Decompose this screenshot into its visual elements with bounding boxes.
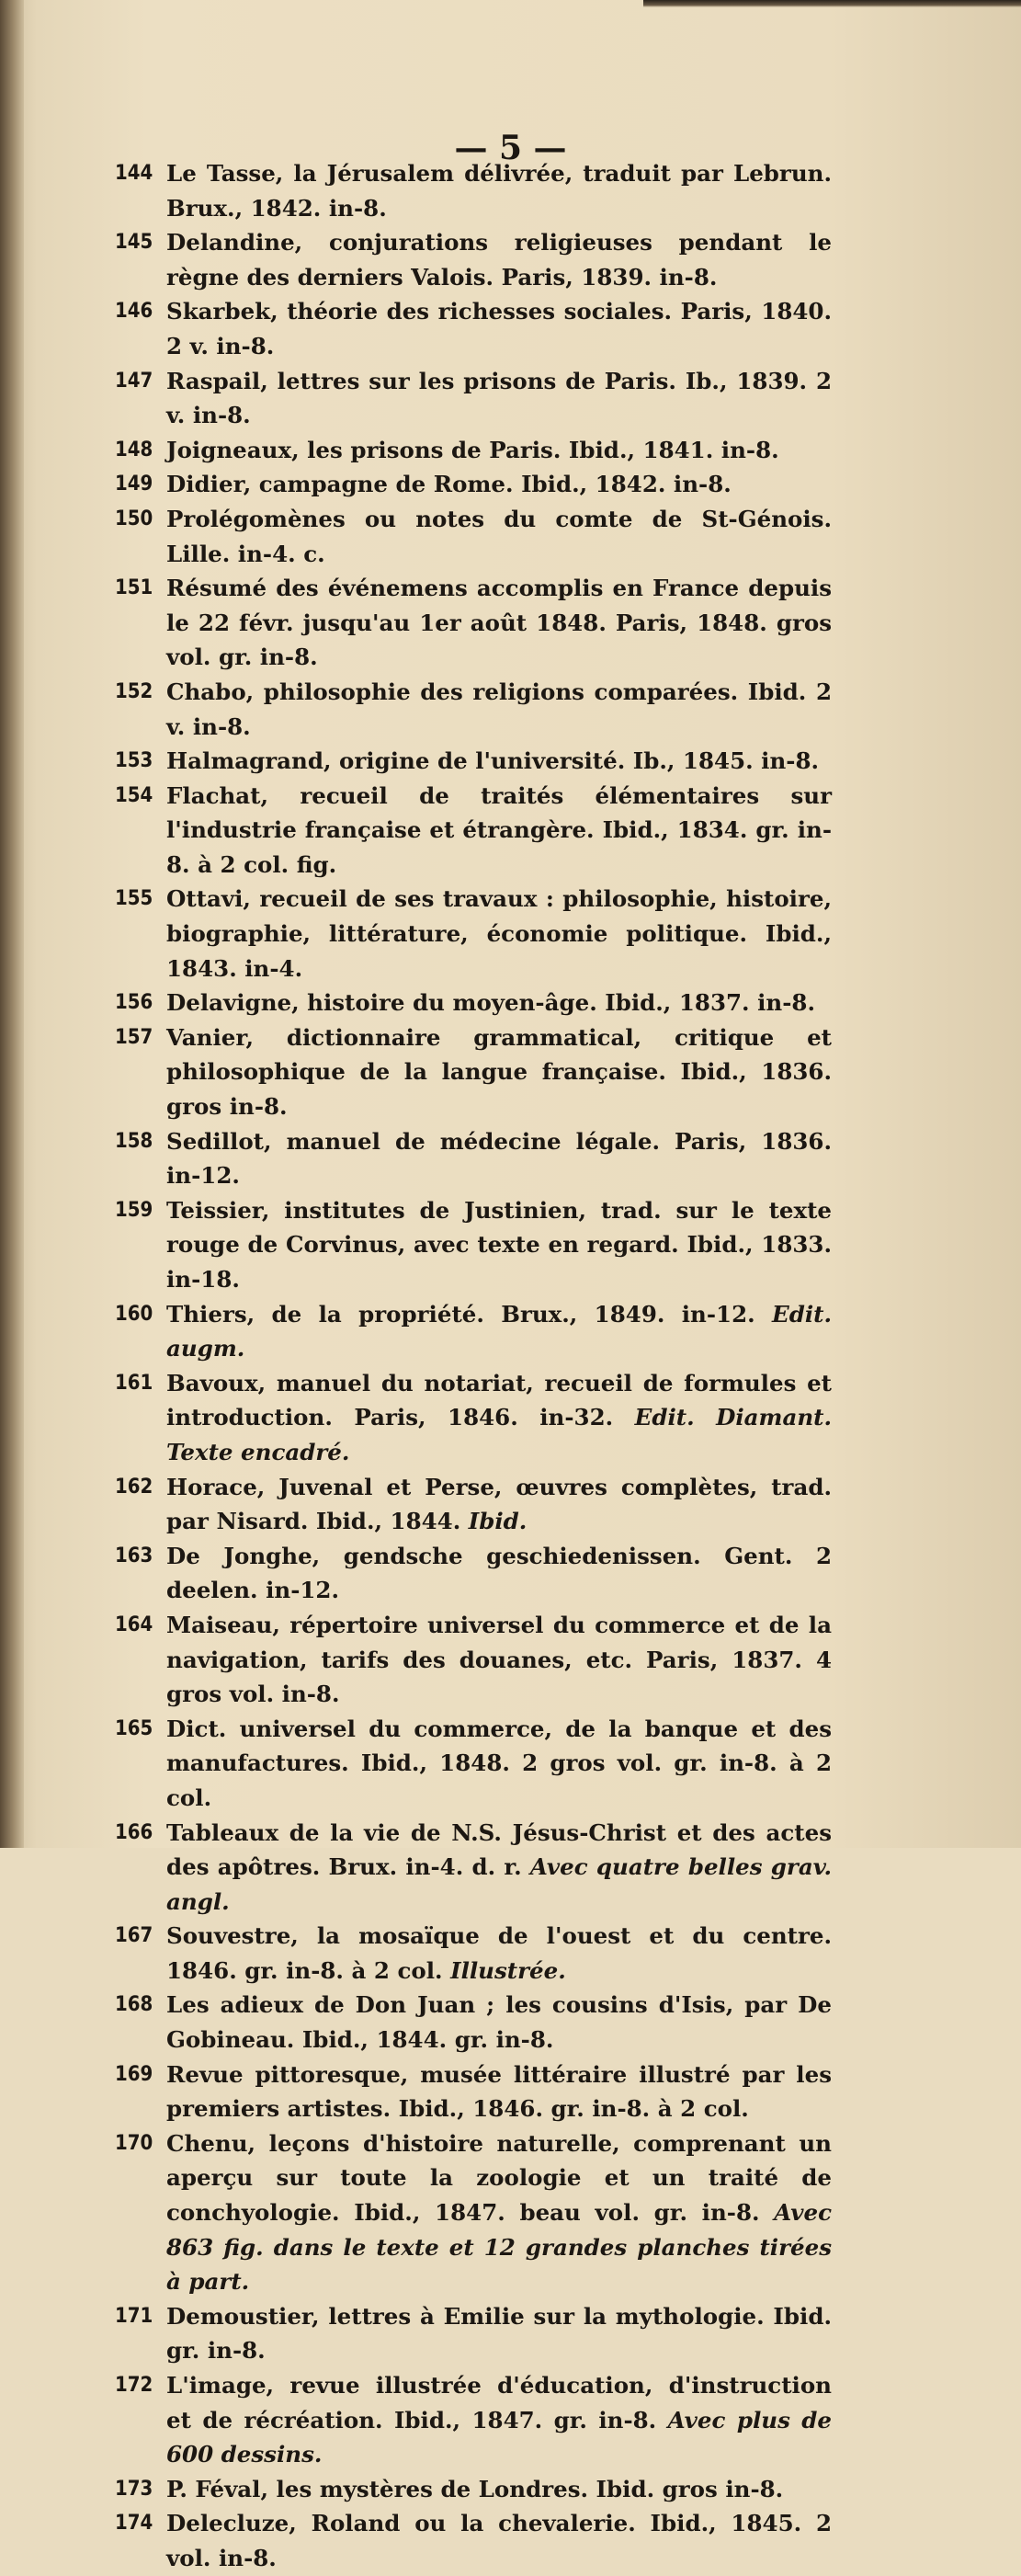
entry-text: Tableaux de la vie de N.S. Jésus-Christ et des actes des apôtres. Brux. in-4. d. r. [166,1818,832,1881]
entry-number: 146 [115,300,153,324]
catalog-entry [115,294,832,363]
entry-text: Le Tasse, la Jérusalem délivrée, traduit par Lebrun. Brux., 1842. in-8. [166,160,832,222]
catalog-entry [115,2299,832,2368]
book-binding [0,0,24,1848]
entry-text: Joigneaux, les prisons de Paris. Ibid., 1841. in-8. [166,436,779,463]
entry-text: Les adieux de Don Juan ; les cousins d'Isis, par De Gobineau. Ibid., 1844. gr. in-8. [166,1991,832,2054]
entry-number: 151 [115,576,153,600]
catalog-entry [115,2057,832,2126]
entry-text: Chabo, philosophie des religions comparées. Ibid. 2 v. in-8. [166,678,832,740]
entry-number: 155 [115,887,153,911]
catalog-entry [115,675,832,744]
entry-text: Delavigne, histoire du moyen-âge. Ibid., 1837. in-8. [166,989,815,1017]
entry-text: Résumé des événemens accomplis en France depuis le 22 févr. jusqu'au 1er août 1848. Paris, 1848. gros vol. gr. in-8. [166,575,832,671]
catalog-entry [115,1124,832,1193]
entry-text: Teissier, institutes de Justinien, trad. sur le texte rouge de Corvinus, avec texte en regard. Ibid., 1833. in-18. [166,1196,832,1293]
catalog-entry [115,1988,832,2057]
catalog-entry [115,1919,832,1988]
entry-text: Halmagrand, origine de l'université. Ib., 1845. in-8. [166,747,820,775]
entry-number: 162 [115,1475,153,1499]
catalog-entry [115,2368,832,2472]
entry-number: 148 [115,438,153,462]
entry-number: 154 [115,783,153,807]
catalog-entry [115,364,832,433]
entry-number: 169 [115,2062,153,2086]
catalog-entries [115,156,833,2576]
catalog-entry [115,502,832,571]
entry-text: Maiseau, répertoire universel du commerce et de la navigation, tarifs des douanes, etc. Paris, 1837. 4 gros vol. in-8. [166,1611,832,1708]
entry-number: 168 [115,1993,153,2017]
entry-text: De Jonghe, gendsche geschiedenissen. Gent. 2 deelen. in-12. [166,1542,832,1604]
entry-number: 159 [115,1198,153,1222]
catalog-entry [115,156,832,225]
entry-text: Souvestre, la mosaïque de l'ouest et du centre. 1846. gr. in-8. à 2 col. [166,1922,832,1984]
entry-edition-note: Edit. Diamant. Texte encadré. [166,1404,832,1465]
page-number: — 5 — [454,129,567,167]
entry-number: 147 [115,369,153,393]
catalog-entry [115,571,832,675]
entry-number: 166 [115,1820,153,1844]
entry-text: Prolégomènes ou notes du comte de St-Génois. Lille. in-4. c. [166,505,832,567]
entry-number: 171 [115,2304,153,2328]
entry-text: Flachat, recueil de traités élémentaires sur l'industrie française et étrangère. Ibid., 1834. gr. in-8. à 2 col. fig. [166,781,832,878]
entry-number: 164 [115,1613,153,1636]
catalog-entry [115,986,832,1020]
entry-text: Dict. universel du commerce, de la banque et des manufactures. Ibid., 1848. 2 gros vol. gr. in-8. à 2 col. [166,1715,832,1811]
entry-text: Delandine, conjurations religieuses pendant le règne des derniers Valois. Paris, 1839. in-8. [166,229,832,291]
catalog-entry [115,433,832,468]
entry-text: Demoustier, lettres à Emilie sur la mythologie. Ibid. gr. in-8. [166,2302,832,2365]
entry-text: L'image, revue illustrée d'éducation, d'instruction et de récréation. Ibid., 1847. gr. in-8. [166,2372,832,2434]
entry-edition-note: Avec plus de 600 dessins. [166,2406,832,2468]
catalog-entry [115,882,832,986]
entry-number: 144 [115,162,153,185]
entry-text: Ottavi, recueil de ses travaux : philosophie, histoire, biographie, littérature, économie politique. Ibid., 1843. in-4. [166,885,832,982]
entry-text: Raspail, lettres sur les prisons de Paris. Ib., 1839. 2 v. in-8. [166,367,832,429]
catalog-entry [115,1712,832,1816]
entry-text: Delecluze, Roland ou la chevalerie. Ibid., 1845. 2 vol. in-8. [166,2510,832,2571]
catalog-entry [115,1539,832,1608]
entry-text: Skarbek, théorie des richesses sociales. Paris, 1840. 2 v. in-8. [166,298,832,359]
catalog-entry [115,225,832,294]
entry-number: 165 [115,1716,153,1740]
entry-number: 145 [115,231,153,255]
entry-text: P. Féval, les mystères de Londres. Ibid. gros in-8. [166,2475,784,2502]
catalog-entry [115,1193,832,1297]
catalog-entry [115,744,832,779]
catalog-entry [115,1816,833,1920]
entry-number: 172 [115,2374,153,2397]
catalog-entry [115,1366,832,1470]
entry-edition-note: Edit. augm. [166,1300,832,1362]
catalog-entry [115,1020,832,1124]
entry-number: 163 [115,1544,153,1567]
entry-text: Sedillot, manuel de médecine légale. Paris, 1836. in-12. [166,1127,832,1190]
entry-edition-note: Avec 863 fig. dans le texte et 12 grandes planches tirées à part. [166,2199,833,2296]
entry-number: 156 [115,991,153,1015]
entry-text: Bavoux, manuel du notariat, recueil de formules et introduction. Paris, 1846. in-32. [166,1369,832,1431]
entry-edition-note: Illustrée. [450,1956,566,1984]
entry-text: Thiers, de la propriété. Brux., 1849. in-12. [166,1300,755,1328]
entry-number: 157 [115,1025,153,1049]
entry-number: 153 [115,749,153,773]
catalog-entry [115,467,832,502]
entry-number: 174 [115,2512,153,2536]
entry-text: Vanier, dictionnaire grammatical, critique et philosophique de la langue française. Ibid., 1836. gros in-8. [166,1023,832,1121]
entry-edition-note: Ibid. [468,1508,528,1535]
entry-number: 170 [115,2131,153,2155]
entry-number: 160 [115,1302,153,1326]
entry-number: 152 [115,679,153,703]
entry-number: 149 [115,473,153,496]
entry-number: 173 [115,2477,153,2501]
entry-text: Didier, campagne de Rome. Ibid., 1842. in-8. [166,471,732,498]
catalog-entry [115,2506,832,2575]
entry-text: Horace, Juvenal et Perse, œuvres complètes, trad. par Nisard. Ibid., 1844. [166,1473,832,1535]
catalog-entry [115,2126,833,2299]
entry-text: Revue pittoresque, musée littéraire illustré par les premiers artistes. Ibid., 1846. gr. in-8. à 2 col. [166,2060,832,2123]
catalog-entry [115,1297,832,1366]
catalog-entry [115,1470,832,1539]
catalog-entry [115,779,832,883]
catalog-entry [115,2472,832,2507]
entry-number: 161 [115,1371,153,1395]
entry-number: 167 [115,1924,153,1948]
page-top-edge-shadow [643,0,1021,7]
entry-number: 158 [115,1129,153,1153]
entry-number: 150 [115,507,153,530]
catalog-entry [115,1608,832,1712]
entry-edition-note: Avec quatre belles grav. angl. [166,1853,833,1915]
entry-text: Chenu, leçons d'histoire naturelle, comprenant un aperçu sur toute la zoologie et un traité de conchyologie. Ibid., 1847. beau vol. gr. in-8. [166,2129,832,2227]
